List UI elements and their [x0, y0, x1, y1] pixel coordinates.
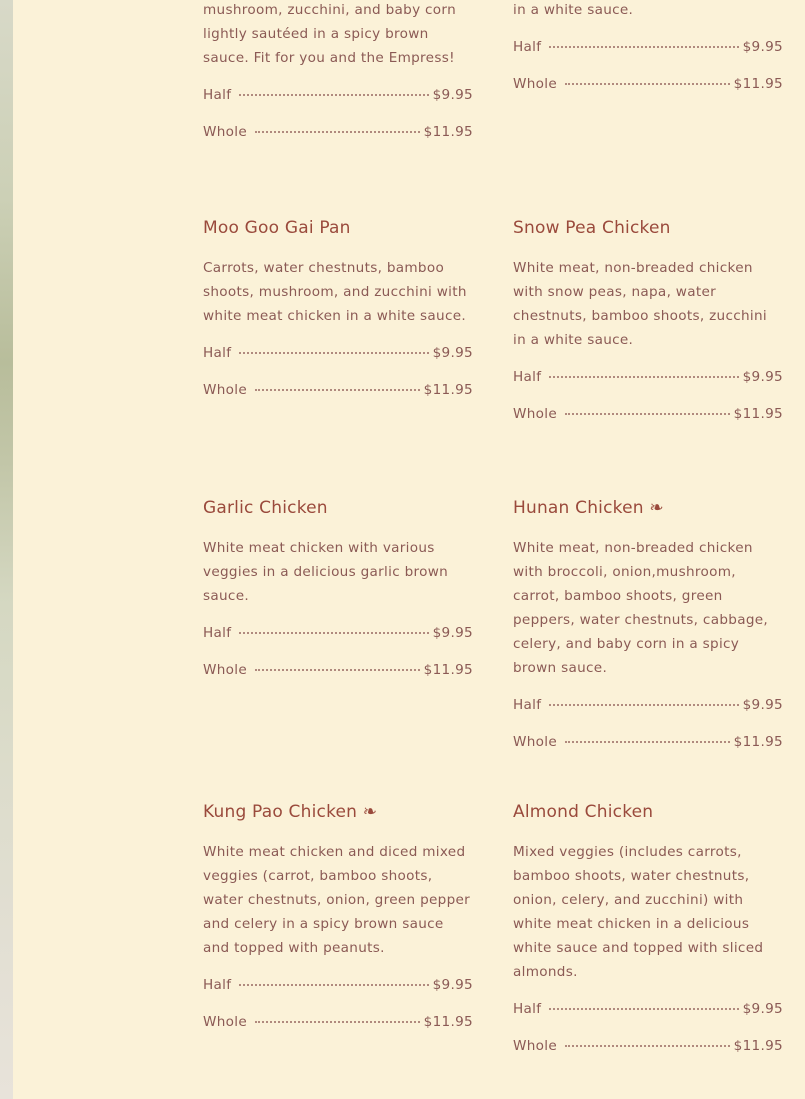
menu-item-description: Mixed veggies (includes carrots, bamboo shoots, water chestnuts, onion, celery, and zucchini) with white meat chicken in a delicious white sauce and topped with sliced almonds. [513, 844, 764, 980]
price-value: $11.95 [423, 124, 473, 140]
menu-item-description: in a white sauce. [513, 2, 634, 18]
dot-leader [549, 704, 738, 706]
size-label: Whole [513, 76, 558, 92]
price-row-half [203, 87, 473, 105]
menu-item [513, 0, 783, 94]
size-label: Half [513, 39, 542, 55]
price-row-whole [203, 662, 473, 680]
price-value: $9.95 [432, 87, 473, 103]
menu-item [203, 802, 473, 1032]
size-label: Half [513, 697, 542, 713]
dot-leader [565, 741, 730, 743]
menu-item-prices [203, 345, 473, 400]
price-row-whole [203, 1014, 473, 1032]
size-label: Whole [203, 1014, 248, 1030]
price-row-half [513, 1001, 783, 1019]
menu-item-prices [513, 369, 783, 424]
price-value: $9.95 [742, 1001, 783, 1017]
price-row-half [513, 697, 783, 715]
size-label: Whole [203, 124, 248, 140]
menu-item-prices [513, 1001, 783, 1056]
price-row-half [513, 369, 783, 387]
price-value: $9.95 [432, 625, 473, 641]
menu-item-description: White meat, non-breaded chicken with snow peas, napa, water chestnuts, bamboo shoots, zucchini in a white sauce. [513, 260, 768, 348]
price-value: $9.95 [432, 345, 473, 361]
dot-leader [549, 1008, 738, 1010]
price-row-whole [513, 76, 783, 94]
price-row-whole [203, 382, 473, 400]
dot-leader [549, 46, 738, 48]
menu-item-prices [203, 625, 473, 680]
dot-leader [565, 413, 730, 415]
menu-item [203, 0, 473, 142]
menu-item-prices [203, 977, 473, 1032]
menu-item-prices [513, 697, 783, 752]
price-value: $11.95 [733, 76, 783, 92]
price-row-half [203, 345, 473, 363]
size-label: Half [513, 369, 542, 385]
size-label: Half [203, 345, 232, 361]
size-label: Half [203, 977, 232, 993]
menu-item [513, 218, 783, 424]
menu-item [513, 802, 783, 1056]
price-value: $11.95 [423, 662, 473, 678]
menu-item-title: Hunan Chicken ❧ [513, 498, 664, 518]
price-row-whole [513, 734, 783, 752]
price-row-whole [513, 1038, 783, 1056]
menu-item-description: White meat chicken and diced mixed veggies (carrot, bamboo shoots, water chestnuts, onion, green pepper and celery in a spicy brown sauce and topped with peanuts. [203, 844, 471, 956]
price-value: $9.95 [742, 39, 783, 55]
menu-item [203, 218, 473, 400]
menu-item-description: White meat chicken with various veggies in a delicious garlic brown sauce. [203, 540, 449, 604]
menu-item [203, 498, 473, 680]
menu-item-title: Garlic Chicken [203, 498, 328, 518]
dot-leader [565, 83, 730, 85]
price-row-half [203, 977, 473, 995]
size-label: Half [513, 1001, 542, 1017]
menu-item-title: Snow Pea Chicken [513, 218, 671, 238]
menu-item [513, 498, 783, 752]
price-value: $11.95 [733, 734, 783, 750]
price-value: $9.95 [742, 369, 783, 385]
size-label: Whole [513, 734, 558, 750]
menu-item-title: Moo Goo Gai Pan [203, 218, 351, 238]
dot-leader [239, 352, 428, 354]
menu-item-description: mushroom, zucchini, and baby corn lightly sautéed in a spicy brown sauce. Fit for you and the Empress! [203, 2, 456, 66]
price-value: $11.95 [423, 382, 473, 398]
price-value: $9.95 [742, 697, 783, 713]
dot-leader [255, 669, 420, 671]
size-label: Whole [203, 662, 248, 678]
dot-leader [255, 1021, 420, 1023]
price-value: $11.95 [733, 406, 783, 422]
menu-item-description: Carrots, water chestnuts, bamboo shoots, mushroom, and zucchini with white meat chicken in a white sauce. [203, 260, 467, 324]
price-value: $9.95 [432, 977, 473, 993]
menu-item-description: White meat, non-breaded chicken with broccoli, onion,mushroom, carrot, bamboo shoots, green peppers, water chestnuts, cabbage, celery, and baby corn in a spicy brown sauce. [513, 540, 769, 676]
size-label: Whole [513, 406, 558, 422]
dot-leader [565, 1045, 730, 1047]
size-label: Whole [513, 1038, 558, 1054]
size-label: Half [203, 625, 232, 641]
price-row-half [203, 625, 473, 643]
dot-leader [255, 389, 420, 391]
dot-leader [239, 632, 428, 634]
price-value: $11.95 [733, 1038, 783, 1054]
size-label: Half [203, 87, 232, 103]
price-row-whole [203, 124, 473, 142]
menu-item-title: Kung Pao Chicken ❧ [203, 802, 378, 822]
dot-leader [255, 131, 420, 133]
menu-item-prices [203, 87, 473, 142]
dot-leader [239, 984, 428, 986]
dot-leader [239, 94, 428, 96]
price-row-half [513, 39, 783, 57]
price-value: $11.95 [423, 1014, 473, 1030]
menu-item-title: Almond Chicken [513, 802, 654, 822]
dot-leader [549, 376, 738, 378]
size-label: Whole [203, 382, 248, 398]
menu-item-prices [513, 39, 783, 94]
price-row-whole [513, 406, 783, 424]
